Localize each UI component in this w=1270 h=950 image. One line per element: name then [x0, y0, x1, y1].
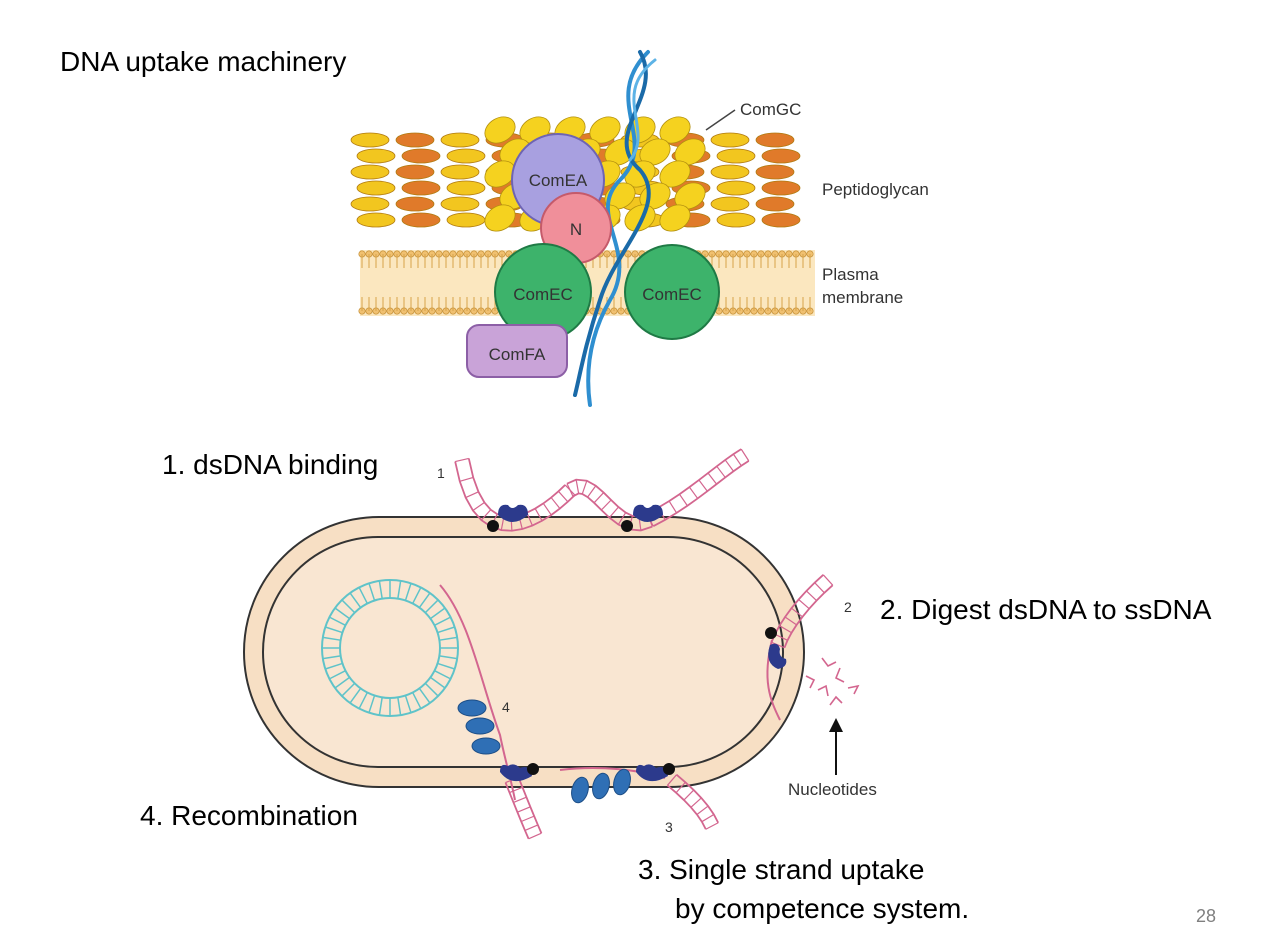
peptidoglycan-unit: [717, 213, 755, 227]
step-marker-3: 3: [665, 819, 673, 835]
pore-dot-2: [765, 627, 777, 639]
n-label: N: [569, 220, 583, 239]
step-1-label: 1. dsDNA binding: [162, 449, 379, 480]
comgc-leader-line: [706, 110, 735, 130]
slide-title: DNA uptake machinery: [60, 46, 347, 77]
peptidoglycan-unit: [762, 149, 800, 163]
peptidoglycan-unit: [402, 213, 440, 227]
peptidoglycan-unit: [396, 133, 434, 147]
peptidoglycan-unit: [447, 149, 485, 163]
comec-left-label: ComEC: [513, 285, 573, 304]
pore-dot-1a: [487, 520, 499, 532]
free-nucleotides: [806, 658, 858, 705]
peptidoglycan-unit: [711, 133, 749, 147]
peptidoglycan-unit: [396, 197, 434, 211]
step-3-label-line2: by competence system.: [675, 893, 970, 924]
peptidoglycan-unit: [351, 197, 389, 211]
peptidoglycan-unit: [441, 197, 479, 211]
nucleotides-arrow: [829, 718, 843, 775]
peptidoglycan-unit: [762, 213, 800, 227]
step-marker-4: 4: [502, 699, 510, 715]
plasma-membrane-label-line2: membrane: [822, 288, 904, 307]
comgc-label: ComGC: [740, 100, 802, 119]
peptidoglycan-unit: [717, 181, 755, 195]
peptidoglycan-unit: [351, 133, 389, 147]
peptidoglycan-unit: [756, 197, 794, 211]
peptidoglycan-unit: [756, 133, 794, 147]
step-3-label-line1: 3. Single strand uptake: [638, 854, 925, 885]
comec-right-label: ComEC: [642, 285, 702, 304]
peptidoglycan-unit: [402, 149, 440, 163]
step-2-label: 2. Digest dsDNA to ssDNA: [880, 594, 1212, 625]
peptidoglycan-unit: [447, 181, 485, 195]
peptidoglycan-unit: [711, 165, 749, 179]
peptidoglycan-unit: [711, 197, 749, 211]
peptidoglycan-unit: [357, 149, 395, 163]
peptidoglycan-label: Peptidoglycan: [822, 180, 929, 199]
pore-dot-1b: [621, 520, 633, 532]
page-number: 28: [1196, 906, 1217, 926]
pore-dot-3a: [527, 763, 539, 775]
comea-label: ComEA: [528, 171, 588, 190]
pore-dot-3b: [663, 763, 675, 775]
plasma-membrane-label-line1: Plasma: [822, 265, 879, 284]
peptidoglycan-unit: [396, 165, 434, 179]
peptidoglycan-unit: [756, 165, 794, 179]
cell-diagram: [244, 449, 877, 839]
step-marker-1: 1: [437, 465, 445, 481]
peptidoglycan-unit: [717, 149, 755, 163]
peptidoglycan-unit: [357, 181, 395, 195]
peptidoglycan-unit: [762, 181, 800, 195]
peptidoglycan-unit: [441, 165, 479, 179]
comfa-label: ComFA: [488, 345, 546, 364]
nucleotides-label: Nucleotides: [788, 780, 877, 799]
peptidoglycan-unit: [351, 165, 389, 179]
step-marker-2: 2: [844, 599, 852, 615]
peptidoglycan-unit: [447, 213, 485, 227]
machinery-diagram: [351, 52, 929, 405]
peptidoglycan-unit: [402, 181, 440, 195]
step-4-label: 4. Recombination: [140, 800, 358, 831]
peptidoglycan-unit: [357, 213, 395, 227]
peptidoglycan-unit: [441, 133, 479, 147]
